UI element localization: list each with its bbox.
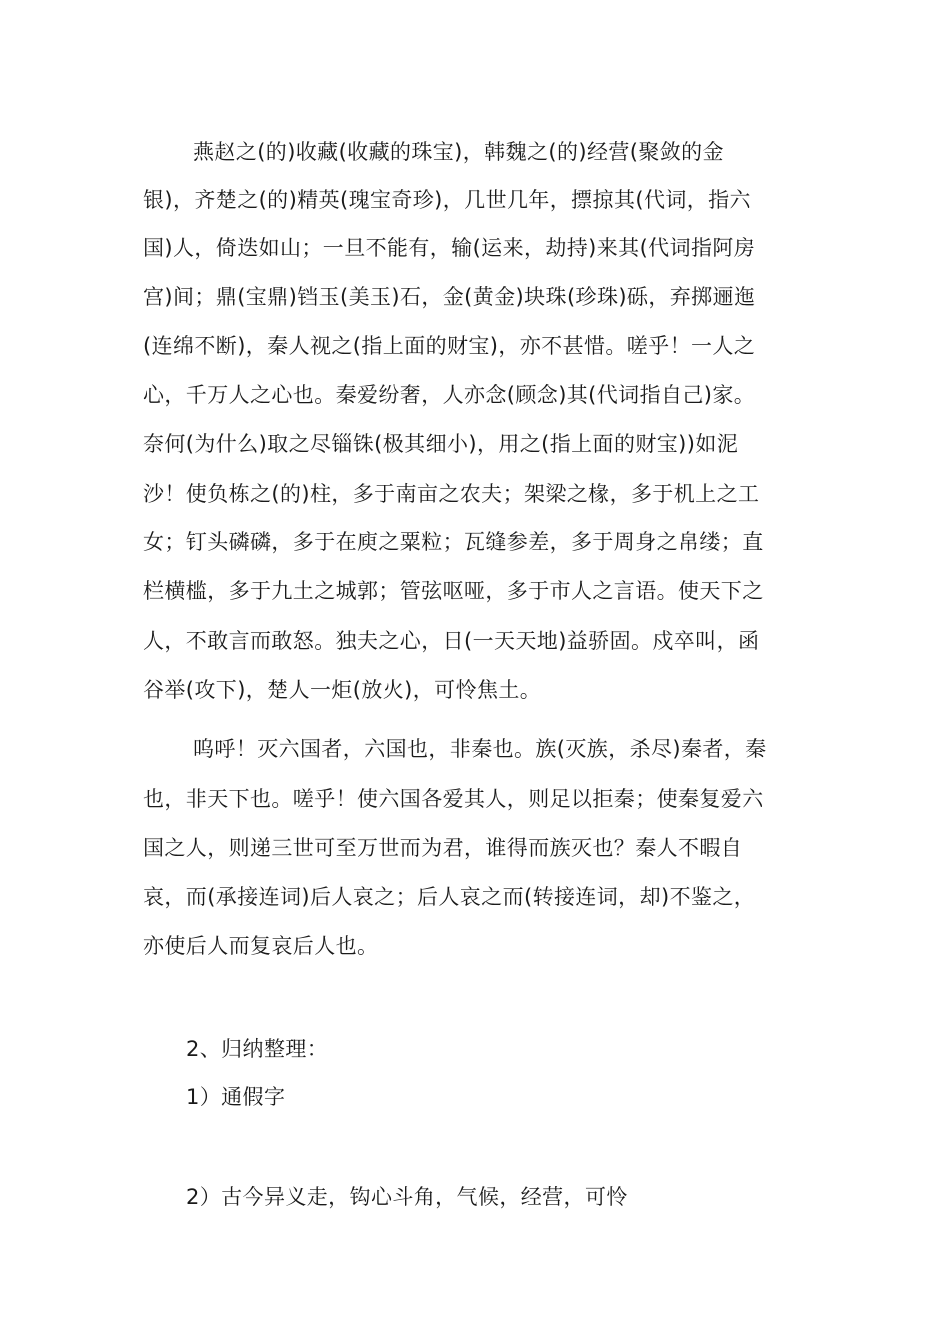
paragraph-line: 栏横槛，多于九土之城郭；管弦呕哑，多于市人之言语。使天下之	[143, 579, 764, 603]
section-heading: 2、归纳整理：	[186, 1037, 329, 1061]
paragraph-line: 呜呼！灭六国者，六国也，非秦也。族(灭族，杀尽)秦者，秦	[193, 737, 767, 761]
paragraph-line: 银)，齐楚之(的)精英(瑰宝奇珍)，几世几年，摽掠其(代词，指六	[143, 188, 751, 212]
list-item: 2）古今异义走，钩心斗角，气候，经营，可怜	[186, 1185, 628, 1209]
paragraph-line: 燕赵之(的)收藏(收藏的珠宝)，韩魏之(的)经营(聚敛的金	[193, 140, 724, 164]
paragraph-line: 亦使后人而复哀后人也。	[143, 934, 379, 958]
paragraph-line: 女；钉头磷磷，多于在庾之粟粒；瓦缝参差，多于周身之帛缕；直	[143, 530, 764, 554]
paragraph-line: 宫)间；鼎(宝鼎)铛玉(美玉)石，金(黄金)块珠(珍珠)砾，弃掷逦迤	[143, 285, 756, 309]
paragraph-line: 沙！使负栋之(的)柱，多于南亩之农夫；架梁之椽，多于机上之工	[143, 482, 760, 506]
paragraph-line: 国之人，则递三世可至万世而为君，谁得而族灭也？秦人不暇自	[143, 836, 743, 860]
paragraph-line: 也，非天下也。嗟乎！使六国各爱其人，则足以拒秦；使秦复爱六	[143, 787, 764, 811]
paragraph-line: 国)人，倚迭如山；一旦不能有，输(运来，劫持)来其(代词指阿房	[143, 236, 756, 260]
paragraph-line: 谷举(攻下)，楚人一炬(放火)，可怜焦土。	[143, 678, 542, 702]
paragraph-line: 心，千万人之心也。秦爱纷奢，人亦念(顾念)其(代词指自己)家。	[143, 383, 756, 407]
paragraph-line: 哀，而(承接连词)后人哀之；后人哀之而(转接连词，却)不鉴之，	[143, 885, 756, 909]
paragraph-line: 奈何(为什么)取之尽锱铢(极其细小)，用之(指上面的财宝))如泥	[143, 432, 739, 456]
list-item: 1）通假字	[186, 1085, 286, 1109]
paragraph-line: (连绵不断)，秦人视之(指上面的财宝)，亦不甚惜。嗟乎！一人之	[143, 334, 756, 358]
paragraph-line: 人，不敢言而敢怒。独夫之心，日(一天天地)益骄固。戍卒叫，函	[143, 629, 760, 653]
